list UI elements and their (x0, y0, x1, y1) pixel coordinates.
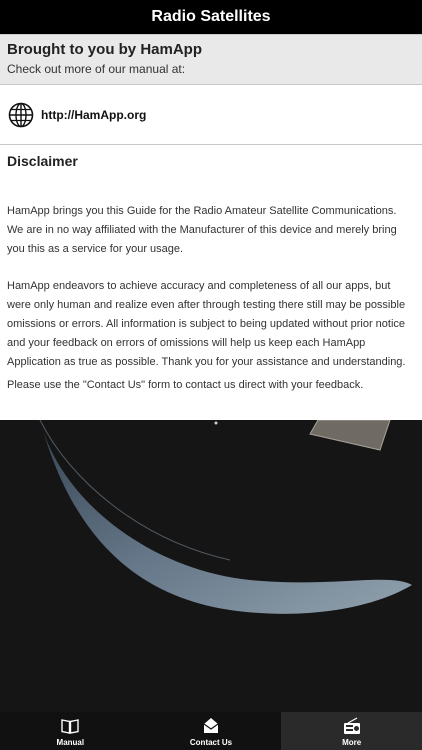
promo-banner (0, 34, 422, 85)
globe-icon (8, 102, 34, 128)
promo-title: Brought to you by HamApp (7, 41, 202, 58)
envelope-icon (201, 716, 221, 736)
website-link[interactable]: http://HamApp.org (41, 107, 147, 122)
tab-label: Contact Us (189, 737, 233, 747)
book-icon (60, 716, 80, 736)
disclaimer-paragraph: HamApp brings you this Guide for the Radio Amateur Satellite Communications. We are in no way affiliated with the Manufacturer of this device and merely bring you this as a service for your usage. (7, 205, 397, 255)
promo-subtitle: Check out more of our manual at: (7, 62, 186, 76)
tab-bar (0, 712, 422, 750)
page-title: Radio Satellites (151, 8, 271, 25)
disclaimer-section (0, 145, 422, 420)
website-link-row[interactable] (0, 85, 422, 145)
disclaimer-paragraph: Please use the "Contact Us" form to contact us direct with your feedback. (7, 379, 364, 391)
tab-label: Manual (56, 737, 85, 747)
tab-label: More (342, 737, 362, 747)
tab-manual[interactable] (0, 712, 141, 750)
app-header (0, 0, 422, 34)
disclaimer-title: Disclaimer (7, 153, 78, 169)
radio-icon (342, 716, 362, 736)
disclaimer-paragraph: HamApp endeavors to achieve accuracy and completeness of all our apps, but were only human and realize even after through testing there still may be possible omissions or errors. All information is subject to being updated without prior notice and your feedback on errors of omissions will help us keep each HamApp Application as true as possible. Thank you for your assistance and understanding. (7, 280, 406, 368)
background-image (0, 420, 422, 712)
tab-more[interactable] (281, 712, 422, 750)
tab-contact-us[interactable] (141, 712, 282, 750)
